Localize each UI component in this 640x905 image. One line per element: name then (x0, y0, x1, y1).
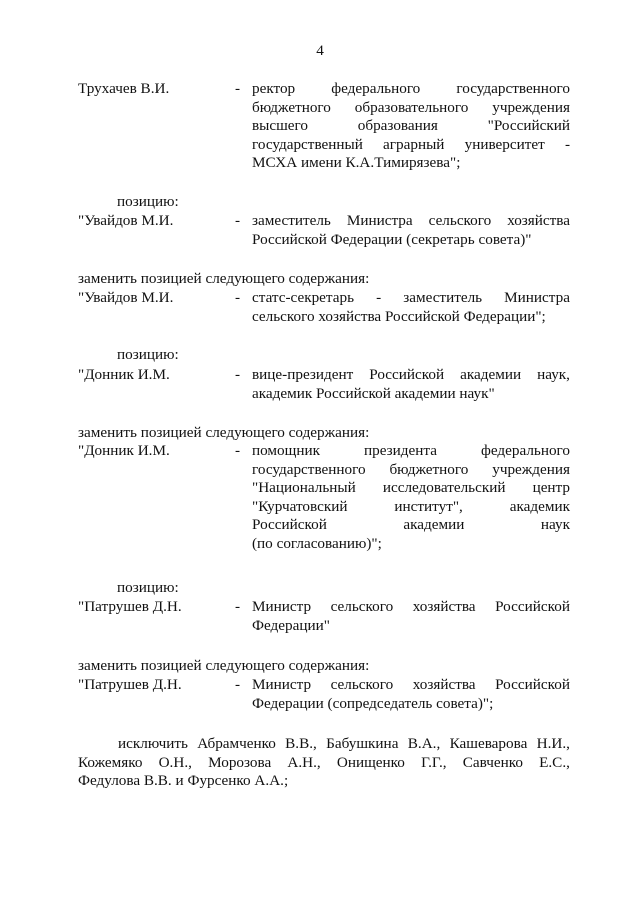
description-word: аграрный (383, 135, 445, 153)
member-description (252, 676, 570, 713)
description-word: государственного (252, 460, 366, 478)
description-line: МСХА имени К.А.Тимирязева"; (252, 154, 461, 172)
paragraph-line (78, 754, 570, 773)
paragraph-line: Федулова В.В. и Фурсенко А.А.; (78, 772, 289, 790)
member-name: "Увайдов М.И. (78, 289, 174, 306)
description-word: образования (357, 117, 438, 135)
description-word: федерального (331, 80, 421, 97)
description-line: Федерации" (252, 616, 330, 634)
description-line (252, 461, 570, 480)
paragraph-word: О.Н., (158, 753, 192, 771)
description-word: учреждения (492, 460, 570, 478)
description-line (252, 598, 570, 617)
description-word: бюджетного (389, 460, 469, 478)
member-name: "Патрушев Д.Н. (78, 598, 182, 615)
description-word: Российской (252, 516, 327, 534)
description-word: вице-президент (252, 366, 354, 383)
member-description (252, 289, 570, 326)
member-name: "Патрушев Д.Н. (78, 676, 182, 693)
member-description (252, 442, 570, 554)
description-word: хозяйства (507, 212, 570, 229)
description-line: сельского хозяйства Российской Федерации"; (252, 307, 546, 325)
exclusion-paragraph (78, 735, 570, 791)
description-word: заместитель (403, 289, 483, 306)
description-word: институт", (394, 497, 463, 515)
paragraph-word: Абрамченко (197, 735, 276, 752)
member-name: "Донник И.М. (78, 442, 170, 459)
paragraph-word: А.Н., (287, 753, 321, 771)
description-word: сельского (428, 212, 492, 229)
member-name: "Донник И.М. (78, 366, 170, 383)
paragraph-line (78, 735, 570, 754)
description-word: Министра (346, 212, 413, 229)
description-word: сельского (330, 676, 394, 693)
description-word: хозяйства (412, 676, 476, 693)
paragraph-word: В.А., (407, 735, 441, 752)
description-line: Федерации (сопредседатель совета)"; (252, 694, 494, 712)
description-line (252, 479, 570, 498)
description-word: наук (540, 516, 570, 534)
entry-dash: - (235, 212, 241, 229)
paragraph-word: исключить (118, 735, 188, 752)
description-word: Министр (252, 676, 312, 693)
description-word: статс-секретарь (252, 289, 354, 306)
entry-dash: - (235, 598, 241, 615)
member-name: "Увайдов М.И. (78, 212, 174, 229)
paragraph-word: Е.С., (539, 753, 570, 771)
description-line (252, 136, 570, 155)
description-line (252, 80, 570, 99)
description-word: президента (364, 442, 437, 459)
paragraph-word: Савченко (462, 753, 523, 771)
description-word: хозяйства (412, 598, 476, 615)
description-line (252, 516, 570, 535)
replace-label: заменить позицией следующего содержания: (78, 270, 370, 287)
paragraph-word: Бабушкина (326, 735, 399, 752)
position-label: позицию: (117, 579, 179, 596)
description-line: академик Российской академии наук" (252, 384, 495, 402)
replace-label: заменить позицией следующего содержания: (78, 424, 370, 441)
description-word: "Российский (487, 117, 570, 135)
description-word: высшего (252, 117, 308, 135)
description-line: Российской Федерации (секретарь совета)" (252, 230, 532, 248)
entry-dash: - (235, 442, 241, 459)
description-word: Российской (369, 366, 445, 383)
description-word: "Национальный (252, 479, 356, 497)
description-line (252, 117, 570, 136)
paragraph-word: Кашеварова (449, 735, 528, 752)
description-word: "Курчатовский (252, 497, 348, 515)
entry-dash: - (235, 289, 241, 306)
member-description (252, 366, 570, 403)
description-line (252, 99, 570, 118)
description-word: - (564, 135, 570, 153)
description-line (252, 212, 570, 231)
description-word: академии (403, 516, 465, 534)
paragraph-word: В.В., (285, 735, 317, 752)
paragraph-word: Г.Г., (421, 753, 447, 771)
member-description (252, 598, 570, 635)
member-name: Трухачев В.И. (78, 80, 170, 97)
description-word: университет (464, 135, 545, 153)
description-word: государственный (252, 135, 363, 153)
description-line (252, 366, 570, 385)
member-description (252, 212, 570, 249)
description-word: Российской (495, 598, 570, 615)
position-label: позицию: (117, 346, 179, 363)
paragraph-word: Онищенко (336, 753, 405, 771)
description-word: бюджетного (252, 98, 331, 116)
description-word: Министра (504, 289, 570, 306)
description-word: образовательного (354, 98, 469, 116)
description-word: помощник (252, 442, 320, 459)
description-line (252, 442, 570, 461)
description-word: учреждения (492, 98, 570, 116)
paragraph-word: Кожемяко (78, 753, 143, 771)
description-line (252, 498, 570, 517)
entry-dash: - (235, 80, 241, 97)
description-line (252, 676, 570, 695)
description-word: сельского (330, 598, 394, 615)
replace-label: заменить позицией следующего содержания: (78, 657, 370, 674)
description-word: академии (460, 366, 522, 383)
description-word: - (376, 289, 382, 306)
member-description (252, 80, 570, 173)
position-label: позицию: (117, 193, 179, 210)
description-line: (по согласованию)"; (252, 534, 382, 552)
description-word: исследовательский (382, 479, 506, 497)
description-word: заместитель (252, 212, 331, 229)
description-word: ректор (252, 80, 296, 97)
description-word: федерального (481, 442, 570, 459)
paragraph-word: Н.И., (536, 735, 570, 752)
entry-dash: - (235, 366, 241, 383)
paragraph-word: Морозова (208, 753, 272, 771)
description-word: академик (509, 497, 570, 515)
entry-dash: - (235, 676, 241, 693)
description-word: Министр (252, 598, 312, 615)
description-word: наук, (537, 366, 570, 383)
description-word: Российской (495, 676, 570, 693)
page-number: 4 (316, 42, 324, 59)
description-line (252, 289, 570, 308)
description-word: центр (532, 479, 570, 497)
description-word: государственного (456, 80, 570, 97)
